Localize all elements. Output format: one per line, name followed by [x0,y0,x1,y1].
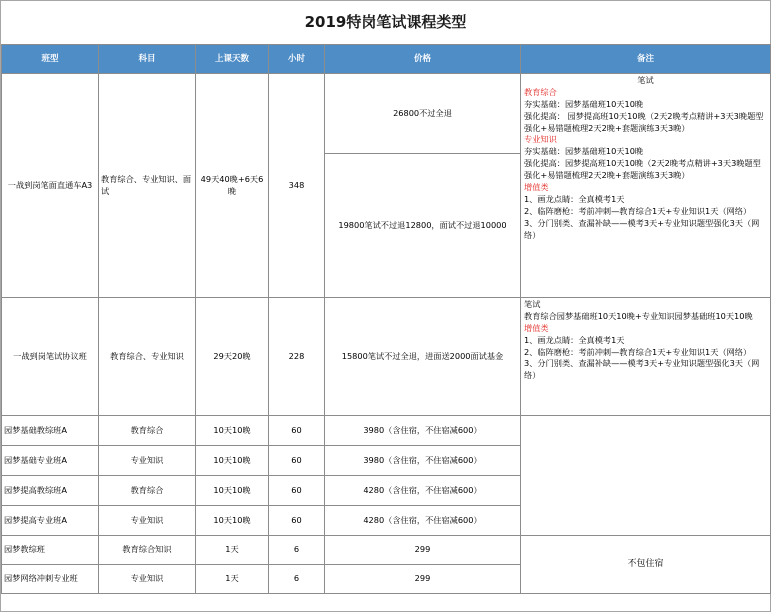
cell-days: 10天10晚 [196,506,269,536]
cell-bottom-note: 不包住宿 [521,536,771,594]
cell-class: 园梦基础教综班A [2,416,99,446]
note-line: 强化+易错题梳理2天2晚+套题演练3天3晚） [524,170,690,181]
cell-subject: 教育综合、专业知识、面试 [99,74,196,298]
cell-days: 49天40晚+6天6晚 [196,74,269,298]
page-title: 2019特岗笔试课程类型 [304,13,467,31]
cell-subject: 专业知识 [99,506,196,536]
note-line: 1、画龙点睛：全真模考1天 [524,334,625,345]
header-price: 价格 [325,45,521,74]
note-line: 夯实基础：园梦基础班10天10晚 [524,98,644,109]
cell-days: 1天 [196,565,269,594]
table-row [2,74,771,154]
note-line: 2、临阵磨枪：考前冲刺—教育综合1天+专业知识1天（网络） [524,346,752,357]
note-line: 专业知识 [524,134,557,145]
note-line: 增值类 [524,322,549,333]
cell-subject: 专业知识 [99,446,196,476]
cell-hours: 60 [269,506,325,536]
cell-days: 10天10晚 [196,476,269,506]
cell-class: 园梦提高专业班A [2,506,99,536]
table-row [2,298,771,416]
note-line: 强化提高：园梦提高班10天10晚（2天2晚考点精讲+3天3晚题型 [524,158,761,169]
note-line: 2、临阵磨枪：考前冲刺—教育综合1天+专业知识1天（网络） [524,205,752,216]
cell-price: 3980（含住宿，不住宿减600） [325,446,521,476]
header-row [2,45,771,74]
note-line: 教育综合园梦基础班10天10晚+专业知识园梦基础班10天10晚 [524,310,753,321]
cell-days: 29天20晚 [196,298,269,416]
cell-hours: 6 [269,536,325,565]
note-line: 笔试 [637,75,654,85]
cell-hours: 228 [269,298,325,416]
cell-price: 15800笔试不过全退，进面送2000面试基金 [325,298,521,416]
header-days: 上课天数 [196,45,269,74]
note-line: 强化提高： 园梦提高班10天10晚（2天2晚考点精讲+3天3晚题型 [524,110,764,121]
note-line: 夯实基础：园梦基础班10天10晚 [524,146,644,157]
cell-price: 299 [325,536,521,565]
cell-class: 一战到岗笔面直通车A3 [2,74,99,298]
cell-price: 299 [325,565,521,594]
header-hours: 小时 [269,45,325,74]
cell-price: 4280（含住宿，不住宿减600） [325,476,521,506]
note-line: 强化+易错题梳理2天2晚+套题演练3天3晚） [524,122,690,133]
cell-price: 3980（含住宿，不住宿减600） [325,416,521,446]
cell-class: 园梦基础专业班A [2,446,99,476]
note-line: 络） [524,229,541,240]
note-line: 增值类 [524,182,549,193]
cell-subject: 教育综合 [99,476,196,506]
cell-notes [521,298,771,416]
cell-days: 10天10晚 [196,446,269,476]
table-row [2,416,771,446]
cell-subject: 教育综合知识 [99,536,196,565]
note-line: 3、分门别类、查漏补缺——模考3天+专业知识题型强化3天（网 [524,217,760,228]
cell-hours: 348 [269,74,325,298]
cell-subject: 教育综合、专业知识 [99,298,196,416]
table-row [2,536,771,565]
cell-hours: 60 [269,446,325,476]
cell-class: 一战到岗笔试协议班 [2,298,99,416]
cell-price: 4280（含住宿，不住宿减600） [325,506,521,536]
cell-days: 1天 [196,536,269,565]
cell-hours: 60 [269,416,325,446]
cell-hours: 6 [269,565,325,594]
note-line: 笔试 [524,299,541,309]
note-line: 1、画龙点睛：全真模考1天 [524,193,625,204]
cell-hours: 60 [269,476,325,506]
cell-days: 10天10晚 [196,416,269,446]
cell-notes [521,74,771,298]
note-line: 教育综合 [524,86,557,97]
cell-subject: 专业知识 [99,565,196,594]
header-notes: 备注 [521,45,771,74]
header-subject: 科目 [99,45,196,74]
note-line: 络） [524,370,541,381]
cell-class: 园梦教综班 [2,536,99,565]
course-table [1,44,771,594]
cell-class: 园梦网络冲刺专业班 [2,565,99,594]
cell-price: 26800不过全退 [325,74,521,154]
header-class: 班型 [2,45,99,74]
cell-notes-empty [521,416,771,536]
cell-class: 园梦提高教综班A [2,476,99,506]
note-line: 3、分门别类、查漏补缺——模考3天+专业知识题型强化3天（网 [524,358,760,369]
cell-price: 19800笔试不过退12800，面试不过退10000 [325,154,521,298]
cell-subject: 教育综合 [99,416,196,446]
